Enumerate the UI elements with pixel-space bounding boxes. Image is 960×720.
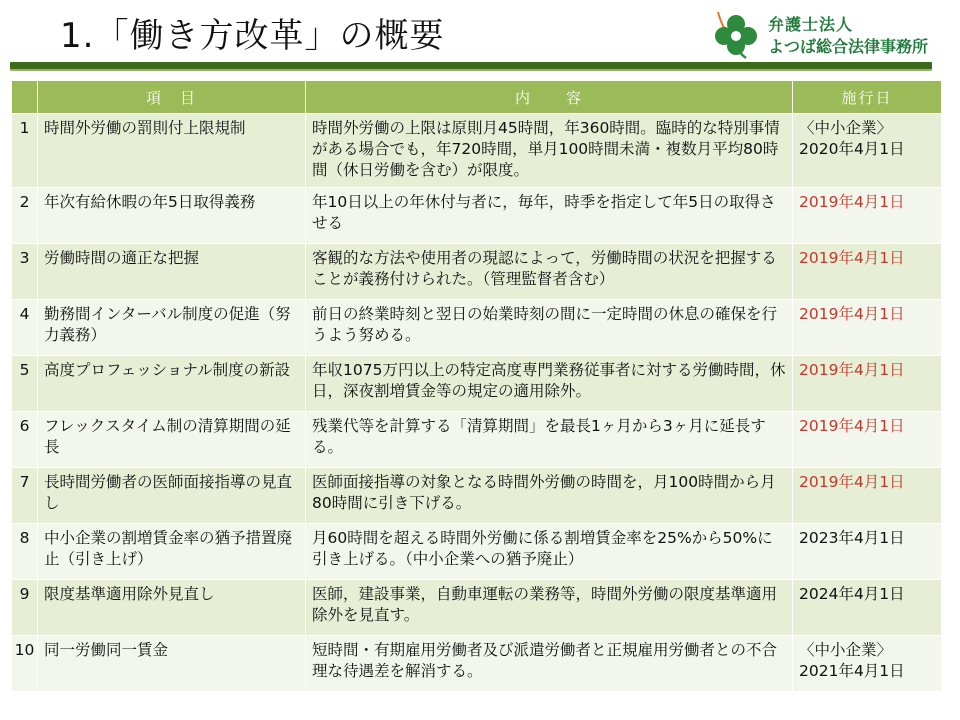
row-content: 医師面接指導の対象となる時間外労働の時間を，月100時間から月80時間に引き下げる。 bbox=[306, 468, 793, 524]
row-content: 年収1075万円以上の特定高度専門業務従事者に対する労働時間，休日，深夜割増賃金等の規定の適用除外。 bbox=[306, 356, 793, 412]
table-header-row bbox=[12, 81, 942, 114]
row-content: 残業代等を計算する「清算期間」を最長1ヶ月から3ヶ月に延長する。 bbox=[306, 412, 793, 468]
title-divider bbox=[10, 62, 932, 69]
row-item: 高度プロフェッショナル制度の新設 bbox=[38, 356, 306, 412]
table-row bbox=[12, 300, 942, 356]
row-number: 7 bbox=[12, 468, 38, 524]
row-item: 時間外労働の罰則付上限規制 bbox=[38, 114, 306, 188]
row-item: 年次有給休暇の年5日取得義務 bbox=[38, 188, 306, 244]
row-content: 時間外労働の上限は原則月45時間，年360時間。臨時的な特別事情がある場合でも，年720時間，単月100時間未満・複数月平均80時間（休日労働を含む）が限度。 bbox=[306, 114, 793, 188]
firm-name-line1: 弁護士法人 bbox=[768, 15, 854, 34]
row-effective-date: 〈中小企業〉 2021年4月1日 bbox=[793, 636, 942, 692]
row-effective-date: 2019年4月1日 bbox=[793, 188, 942, 244]
table-row bbox=[12, 524, 942, 580]
row-effective-date: 2019年4月1日 bbox=[793, 300, 942, 356]
row-number: 2 bbox=[12, 188, 38, 244]
row-number: 8 bbox=[12, 524, 38, 580]
table-row bbox=[12, 114, 942, 188]
table-row bbox=[12, 468, 942, 524]
header-item: 項 目 bbox=[38, 81, 306, 114]
firm-name-line2: よつば総合法律事務所 bbox=[768, 37, 929, 56]
table-row bbox=[12, 636, 942, 692]
row-number: 3 bbox=[12, 244, 38, 300]
row-item: 勤務間インターバル制度の促進（努力義務） bbox=[38, 300, 306, 356]
row-effective-date: 2023年4月1日 bbox=[793, 524, 942, 580]
clover-icon bbox=[710, 10, 764, 60]
row-content: 前日の終業時刻と翌日の始業時刻の間に一定時間の休息の確保を行うよう努める。 bbox=[306, 300, 793, 356]
row-item: 限度基準適用除外見直し bbox=[38, 580, 306, 636]
page-title: 1.「働き方改革」の概要 bbox=[60, 16, 445, 56]
row-number: 1 bbox=[12, 114, 38, 188]
row-effective-date: 2019年4月1日 bbox=[793, 244, 942, 300]
row-effective-date: 2024年4月1日 bbox=[793, 580, 942, 636]
row-item: 労働時間の適正な把握 bbox=[38, 244, 306, 300]
row-number: 9 bbox=[12, 580, 38, 636]
header-date: 施行日 bbox=[793, 81, 942, 114]
row-item: フレックスタイム制の清算期間の延長 bbox=[38, 412, 306, 468]
row-number: 4 bbox=[12, 300, 38, 356]
table-row bbox=[12, 356, 942, 412]
table-row bbox=[12, 244, 942, 300]
row-content: 月60時間を超える時間外労働に係る割増賃金率を25%から50%に引き上げる。（中小企業への猶予廃止） bbox=[306, 524, 793, 580]
row-effective-date: 2019年4月1日 bbox=[793, 412, 942, 468]
row-content: 短時間・有期雇用労働者及び派遣労働者と正規雇用労働者との不合理な待遇差を解消する。 bbox=[306, 636, 793, 692]
row-number: 6 bbox=[12, 412, 38, 468]
row-content: 年10日以上の年休付与者に，毎年，時季を指定して年5日の取得させる bbox=[306, 188, 793, 244]
row-number: 5 bbox=[12, 356, 38, 412]
header-content: 内 容 bbox=[306, 81, 793, 114]
row-item: 長時間労働者の医師面接指導の見直し bbox=[38, 468, 306, 524]
firm-logo bbox=[710, 10, 948, 60]
table-row bbox=[12, 580, 942, 636]
row-number: 10 bbox=[12, 636, 38, 692]
row-content: 医師，建設事業，自動車運転の業務等，時間外労働の限度基準適用除外を見直す。 bbox=[306, 580, 793, 636]
row-effective-date: 2019年4月1日 bbox=[793, 356, 942, 412]
row-effective-date: 〈中小企業〉 2020年4月1日 bbox=[793, 114, 942, 188]
table-row bbox=[12, 188, 942, 244]
row-effective-date: 2019年4月1日 bbox=[793, 468, 942, 524]
row-item: 中小企業の割増賃金率の猶予措置廃止（引き上げ） bbox=[38, 524, 306, 580]
header-num bbox=[12, 81, 38, 114]
table-row bbox=[12, 412, 942, 468]
reform-overview-table bbox=[11, 80, 942, 692]
row-item: 同一労働同一賃金 bbox=[38, 636, 306, 692]
row-content: 客観的な方法や使用者の現認によって，労働時間の状況を把握することが義務付けられた。（管理監督者含む） bbox=[306, 244, 793, 300]
